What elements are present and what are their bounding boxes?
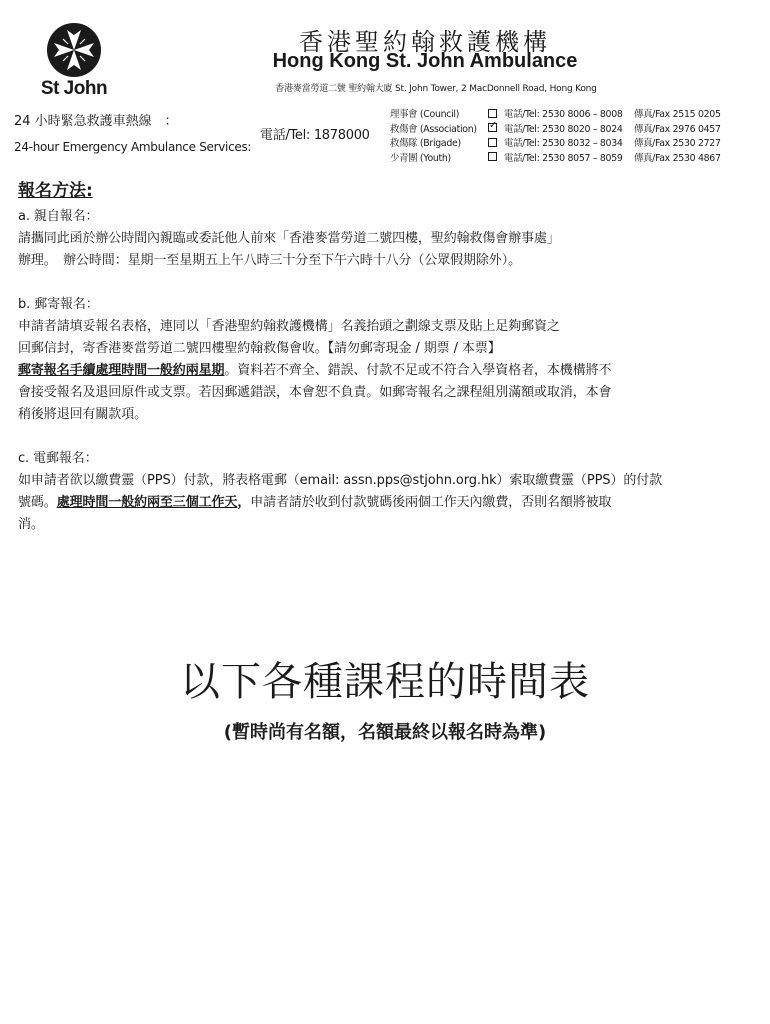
mail-processing-time-emphasis: 郵寄報名手續處理時間一般約兩星期 [18,363,225,378]
method-c-heading: c. 電郵報名： [18,451,98,466]
maltese-cross-icon [46,22,102,78]
method-a-heading: a. 親自報名： [18,209,99,224]
unit-fax: 傳真/Fax 2530 4867 [634,152,721,164]
unit-name: 救傷隊 (Brigade) [390,138,461,150]
course-schedule-note: (暫時尚有名額，名額最終以報名時為準) [223,722,547,743]
method-b-line: 稍後將退回有關款項。 [18,407,148,422]
method-c-line: 消。 [18,517,44,532]
hotline-number: 電話/Tel: 1878000 [260,128,370,143]
unit-tel: 電話/Tel: 2530 8006 – 8008 [504,109,623,121]
contact-row-council [390,106,721,121]
hotline-label-english: 24-hour Emergency Ambulance Services: [14,140,252,154]
method-b-heading: b. 郵寄報名： [18,297,99,312]
method-b-by-mail [18,294,748,426]
unit-tel: 電話/Tel: 2530 8057 – 8059 [504,152,623,164]
course-schedule-title: 以下各種課程的時間表 [180,659,590,705]
section-title-registration-methods: 報名方法: [18,181,93,201]
method-a-in-person [18,206,748,272]
email-processing-time-emphasis: 處理時間一般約兩至三個工作天 [56,495,238,510]
contact-row-brigade [390,135,721,150]
unit-checkbox[interactable] [488,152,497,161]
unit-fax: 傳真/Fax 2515 0205 [634,109,721,121]
unit-tel: 電話/Tel: 2530 8032 – 8034 [504,138,623,150]
unit-checkbox[interactable] [488,109,497,118]
method-a-line: 請攜同此函於辦公時間內親臨或委託他人前來「香港麥當勞道二號四樓，聖約翰救傷會辦事處」 [18,231,560,246]
method-b-line: 申請者請填妥報名表格，連同以「香港聖約翰救護機構」名義抬頭之劃線支票及貼上足夠郵資之 [18,319,560,334]
method-a-line: 辦理。 辦公時間：星期一至星期五上午八時三十分至下午六時十八分（公眾假期除外）。 [18,253,522,268]
method-b-line: 會接受報名及退回原件或支票。若因郵遞錯誤，本會恕不負責。如郵寄報名之課程組別滿額或取消，本會 [18,385,612,400]
method-c-by-email [18,448,748,536]
contact-row-youth [390,150,721,165]
unit-contact-list [390,106,721,164]
unit-tel: 電話/Tel: 2530 8020 – 8024 [504,123,623,135]
contact-row-association [390,121,721,136]
unit-name: 少青團 (Youth) [390,152,451,164]
method-b-line: 回郵信封，寄香港麥當勞道二號四樓聖約翰救傷會收。【請勿郵寄現金 / 期票 / 本票】 [18,341,501,356]
method-c-line: 如申請者欲以繳費靈（PPS）付款，將表格電郵（email: assn.pps@stjohn.org.hk）索取繳費靈（PPS）的付款 [18,473,663,488]
org-title-english: Hong Kong St. John Ambulance [272,50,578,72]
hotline-label-chinese: 24 小時緊急救護車熱線 ： [14,114,178,129]
method-c-line-rest: 申請者請於收到付款號碼後兩個工作天內繳費，否則名額將被取 [250,495,612,510]
logo-wordmark: St John [40,78,108,99]
unit-checkbox-checked[interactable] [488,123,497,132]
method-b-line-rest: 。資料若不齊全、錯誤、付款不足或不符合入學資格者，本機構將不 [224,363,612,378]
unit-name: 救傷會 (Association) [390,123,477,135]
unit-name: 理事會 (Council) [390,109,460,121]
unit-fax: 傳真/Fax 2976 0457 [634,123,721,135]
org-title-chinese: 香港聖約翰救護機構 [299,28,551,56]
org-address: 香港麥當勞道二號 聖約翰大廈 St. John Tower, 2 MacDonnell Road, Hong Kong [275,84,597,94]
unit-checkbox[interactable] [488,138,497,147]
method-c-comma: ， [237,495,251,510]
method-b-line [18,360,748,382]
unit-fax: 傳真/Fax 2530 2727 [634,138,721,150]
st-john-logo [24,22,124,102]
method-c-line [18,492,748,514]
method-c-line-start: 號碼。 [18,495,57,510]
